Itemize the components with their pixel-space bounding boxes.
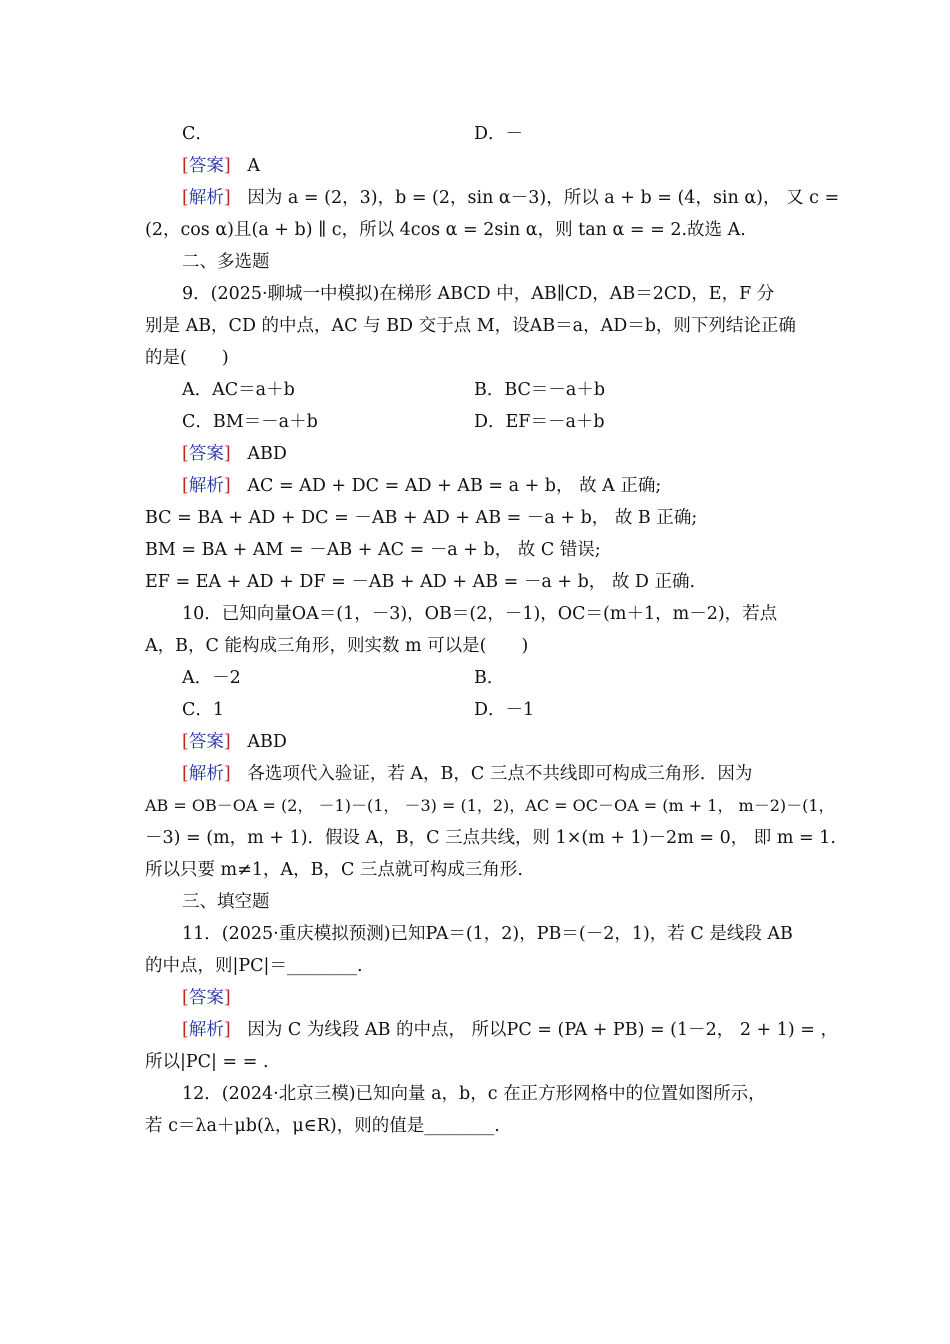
q9-stem-1: 9．(2025·聊城一中模拟)在梯形 ABCD 中，AB∥CD，AB＝2CD，E，F 分 bbox=[182, 284, 775, 304]
q9-option-c: C．BM＝－a＋b bbox=[182, 412, 318, 432]
q11-expl-text-1: 因为 C 为线段 AB 的中点， 所以PC = (PA + PB) = (1－2， 2 + 1) = ， bbox=[247, 1020, 839, 1040]
explanation-label: 解析 bbox=[188, 764, 224, 784]
q9-option-d: D．EF＝－a＋b bbox=[474, 412, 605, 432]
q9-options-row-2 bbox=[182, 406, 810, 438]
q9-expl-text-1: AC = AD + DC = AD + AB = a + b， 故 A 正确; bbox=[247, 476, 662, 496]
q10-explanation-1: [解析] 各选项代入验证，若 A，B，C 三点不共线即可构成三角形．因为 bbox=[182, 764, 753, 784]
section-heading-multi: 二、多选题 bbox=[182, 252, 270, 272]
q8-option-c: C． bbox=[182, 124, 213, 144]
q11-explanation-1: [解析] 因为 C 为线段 AB 的中点， 所以PC = (PA + PB) = (1－2， 2 + 1) = ， bbox=[182, 1020, 839, 1040]
answer-label: 答案 bbox=[188, 156, 224, 176]
q10-answer-value: ABD bbox=[247, 732, 287, 752]
q9-answer-value: ABD bbox=[247, 444, 287, 464]
q11-stem-2: 的中点，则|PC|＝________. bbox=[145, 956, 363, 976]
q10-option-a: A．－2 bbox=[182, 668, 241, 688]
q10-expl-text-1: 各选项代入验证，若 A，B，C 三点不共线即可构成三角形．因为 bbox=[247, 764, 753, 784]
q10-explanation-4: 所以只要 m≠1，A，B，C 三点就可构成三角形. bbox=[145, 860, 523, 880]
q9-stem-2: 别是 AB，CD 的中点，AC 与 BD 交于点 M，设AB＝a，AD＝b，则下列结论正确 bbox=[145, 316, 796, 336]
q8-option-d: D．－ bbox=[474, 124, 524, 144]
answer-label: 答案 bbox=[188, 732, 224, 752]
q8-expl-text-1: 因为 a = (2，3)，b = (2，sin α－3)，所以 a + b = (4，sin α)， 又 c = bbox=[247, 188, 840, 208]
q10-option-b: B． bbox=[474, 668, 505, 688]
q8-explanation-2: (2，cos α)且(a + b) ∥ c，所以 4cos α = 2sin α，则 tan α = = 2.故选 A. bbox=[145, 220, 746, 240]
q10-answer: [答案] ABD bbox=[182, 732, 287, 752]
explanation-label: 解析 bbox=[188, 476, 224, 496]
q10-option-d: D．－1 bbox=[474, 700, 535, 720]
explanation-label: 解析 bbox=[188, 188, 224, 208]
q8-explanation-1: [解析] 因为 a = (2，3)，b = (2，sin α－3)，所以 a + b = (4，sin α)， 又 c = bbox=[182, 188, 840, 208]
q9-explanation-4: EF = EA + AD + DF = －AB + AD + AB = －a + b， 故 D 正确. bbox=[145, 572, 696, 592]
q9-option-a: A．AC＝a＋b bbox=[182, 380, 295, 400]
q9-explanation-1: [解析] AC = AD + DC = AD + AB = a + b， 故 A 正确; bbox=[182, 476, 662, 496]
q11-stem-1: 11．(2025·重庆模拟预测)已知PA＝(1，2)，PB＝(－2，1)，若 C 是线段 AB bbox=[182, 924, 793, 944]
q12-stem-2: 若 c＝λa＋μb(λ，μ∈R)，则的值是________. bbox=[145, 1116, 500, 1136]
q10-explanation-3: －3) = (m，m + 1)．假设 A，B，C 三点共线，则 1×(m + 1)－2m = 0， 即 m = 1. bbox=[145, 828, 836, 848]
answer-label: 答案 bbox=[188, 988, 224, 1008]
q12-stem-1: 12．(2024·北京三模)已知向量 a，b，c 在正方形网格中的位置如图所示， bbox=[182, 1084, 766, 1104]
q11-answer: [答案] bbox=[182, 988, 231, 1008]
q10-stem-1: 10．已知向量OA＝(1，－3)，OB＝(2，－1)，OC＝(m＋1，m－2)，若点 bbox=[182, 604, 778, 624]
q9-explanation-3: BM = BA + AM = －AB + AC = －a + b， 故 C 错误; bbox=[145, 540, 601, 560]
q10-explanation-2: AB = OB－OA = (2， －1)－(1， －3) = (1，2)，AC = OC－OA = (m + 1， m－2)－(1， bbox=[145, 796, 835, 815]
q9-option-b: B．BC＝－a＋b bbox=[474, 380, 606, 400]
q10-stem-2: A，B，C 能构成三角形，则实数 m 可以是( ) bbox=[145, 636, 529, 656]
q10-options-row-2 bbox=[182, 694, 810, 726]
q9-options-row-1 bbox=[182, 374, 810, 406]
q9-stem-3: 的是( ) bbox=[145, 348, 229, 368]
q8-options-row bbox=[182, 118, 810, 150]
q11-explanation-2: 所以|PC| = = . bbox=[145, 1052, 269, 1072]
q8-answer-value: A bbox=[247, 156, 260, 176]
explanation-label: 解析 bbox=[188, 1020, 224, 1040]
section-heading-fill: 三、填空题 bbox=[182, 892, 270, 912]
q10-option-c: C．1 bbox=[182, 700, 225, 720]
q9-explanation-2: BC = BA + AD + DC = －AB + AD + AB = －a + b， 故 B 正确; bbox=[145, 508, 698, 528]
q8-answer: [答案] A bbox=[182, 156, 260, 176]
answer-label: 答案 bbox=[188, 444, 224, 464]
q9-answer: [答案] ABD bbox=[182, 444, 287, 464]
q10-options-row-1 bbox=[182, 662, 810, 694]
